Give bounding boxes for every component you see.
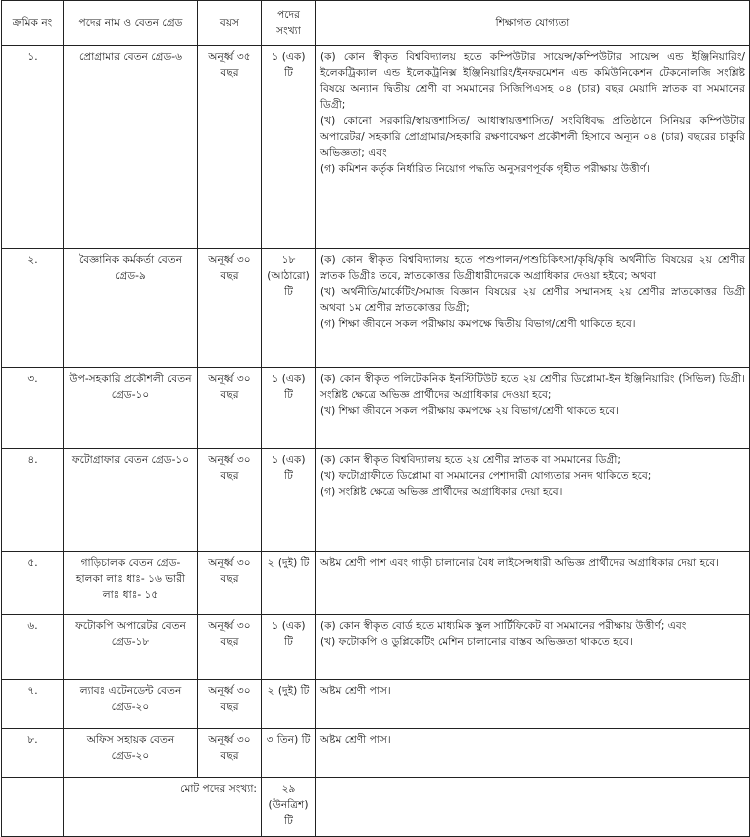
row-qualification xyxy=(316,680,750,729)
row-post: ফটোকপি অপারেটর বেতন গ্রেড-১৮ xyxy=(64,615,198,680)
table-row xyxy=(2,729,750,778)
qualification-item: (খ) শিক্ষা জীবনে সকল পরীক্ষায় কমপক্ষে ২য় বিভাগ/শ্রেণী থাকতে হবে। xyxy=(320,405,620,417)
row-post: গাড়িচালক বেতন গ্রেড- হালকা লাঃ ধাঃ- ১৬ ভারী লাঃ ধাঃ- ১৫ xyxy=(64,552,198,615)
qualification-item: (খ) ফটোগ্রাফীতে ডিপ্লোমা বা সমমানের পেশাদারী যোগ্যতার সনদ থাকিতে হবে; xyxy=(320,470,652,482)
qualification-item: (খ) অর্থনীতি/মার্কেটিং/সমাজ বিজ্ঞান বিষয়ের ২য় শ্রেণীর সম্মানসহ ২য় শ্রেণীর স্নাতকোত্তর ডিগ্রী অথবা ১ম শ্রেণীর স্নাতকোত্তর ডিগ্রী; xyxy=(320,286,745,314)
row-sl: ৭. xyxy=(2,680,64,729)
row-qualification xyxy=(316,449,750,552)
total-label: মোট পদের সংখ্যা: xyxy=(64,778,262,837)
row-post: বৈজ্ঞানিক কর্মকর্তা বেতন গ্রেড-৯ xyxy=(64,249,198,368)
table-row xyxy=(2,615,750,680)
total-row xyxy=(2,778,750,837)
row-sl: ৮. xyxy=(2,729,64,778)
row-age: অনূর্ধ্ব ৩০ বছর xyxy=(198,615,262,680)
header-qualification: শিক্ষাগত যোগ্যতা xyxy=(316,1,750,46)
header-sl: ক্রমিক নং xyxy=(2,1,64,46)
row-sl: ৪. xyxy=(2,449,64,552)
row-age: অনূর্ধ্ব ৩০ বছর xyxy=(198,249,262,368)
row-count: ১ (এক) টি xyxy=(262,368,316,449)
qualification-item: (ক) কোন স্বীকৃত বিশ্ববিদ্যালয় হতে পশুপালন/পশুচিকিৎসা/কৃষি/কৃষি অর্থনীতি বিষয়ের ২য় শ্রেণীর স্নাতক ডিগ্রীঃ তবে, স্নাতকোত্তর ডিগ্রীধারীদেরকে অগ্রাধিকার দেওয়া হইবে; অথবা xyxy=(320,254,745,282)
row-age: অনূর্ধ্ব ৩০ বছর xyxy=(198,680,262,729)
job-circular-table xyxy=(1,0,750,837)
row-count: ২ (দুই) টি xyxy=(262,552,316,615)
row-qualification xyxy=(316,615,750,680)
qualification-item: (খ) কোনো সরকারি/স্বায়ত্তশাসিত/ আধাস্বায়ত্তশাসিত/ সংবিধিবদ্ধ প্রতিষ্ঠানে সিনিয়র কম্পিউটার অপারেটর/ সহকারি প্রোগ্রামার/সহকারি রক্ষণাবেক্ষণ প্রকৌশলী হিসাবে অন্যূন ০৪ (চার) বছরের চাকুরি অভিজ্ঞতা; এবং xyxy=(320,115,745,159)
row-sl: ৬. xyxy=(2,615,64,680)
qualification-item: (গ) কমিশন কর্তৃক নির্ধারিত নিয়োগ পদ্ধতি অনুসরণপূর্বক গৃহীত পরীক্ষায় উত্তীর্ণ। xyxy=(320,163,650,175)
table-row xyxy=(2,552,750,615)
row-post: অফিস সহায়ক বেতন গ্রেড-২০ xyxy=(64,729,198,778)
row-count: ১ (এক) টি xyxy=(262,449,316,552)
qualification-item: অষ্টম শ্রেণী পাশ এবং গাড়ী চালানোর বৈধ লাইসেন্সধারী অভিজ্ঞ প্রার্থীদের অগ্রাধিকার দেয়া হবে। xyxy=(320,557,720,569)
row-qualification xyxy=(316,46,750,249)
qualification-item: (ক) কোন স্বীকৃত পলিটেকনিক ইনস্টিটিউট হতে ২য় শ্রেণীর ডিপ্লোমা-ইন ইঞ্জিনিয়ারিং (সিভিল) ডিগ্রী। সংশ্লিষ্ট ক্ষেত্রে অভিজ্ঞ প্রার্থীদের অগ্রাধিকার দেওয়া হবে; xyxy=(320,373,745,401)
header-count: পদের সংখ্যা xyxy=(262,1,316,46)
qualification-item: অষ্টম শ্রেণী পাস। xyxy=(320,734,391,746)
row-age: অনূর্ধ্ব ৩০ বছর xyxy=(198,449,262,552)
row-count: ১ (এক) টি xyxy=(262,615,316,680)
qualification-item: (ক) কোন স্বীকৃত বিশ্ববিদ্যালয় হতে কম্পিউটার সায়েন্স/কম্পিউটার সায়েন্স এন্ড ইঞ্জিনিয়ারিং/ইলেকট্রিক্যাল এন্ড ইলেকট্রনিক্স ইঞ্জিনিয়ারিং/ইনফরমেশন এন্ড কমিউনিকেশন টেকনোলজি সংশ্লিষ্ট বিষয়ে অন্যান দ্বিতীয় শ্রেণী বা সমমানের সিজিপিএসহ ০৪ (চার) বছর মেয়াদি স্নাতক বা সমমানের ডিগ্রী; xyxy=(320,51,745,111)
total-qual-empty-cell xyxy=(316,778,750,837)
row-age: অনূর্ধ্ব ৩০ বছর xyxy=(198,552,262,615)
row-post: প্রোগ্রামার বেতন গ্রেড-৬ xyxy=(64,46,198,249)
total-value: ২৯ (উনত্রিশ) টি xyxy=(262,778,316,837)
row-qualification xyxy=(316,368,750,449)
row-sl: ২. xyxy=(2,249,64,368)
qualification-item: (গ) শিক্ষা জীবনে সকল পরীক্ষায় কমপক্ষে দ্বিতীয় বিভাগ/শ্রেণী থাকিতে হবে। xyxy=(320,318,636,330)
row-count: ২ (দুই) টি xyxy=(262,680,316,729)
row-count: ১৮ (আঠারো) টি xyxy=(262,249,316,368)
header-post: পদের নাম ও বেতন গ্রেড xyxy=(64,1,198,46)
table-row xyxy=(2,680,750,729)
row-qualification xyxy=(316,552,750,615)
row-sl: ৫. xyxy=(2,552,64,615)
header-age: বয়স xyxy=(198,1,262,46)
qualification-item: (ক) কোন স্বীকৃত বিশ্ববিদ্যালয় হতে ২য় শ্রেণীর স্নাতক বা সমমানের ডিগ্রী; xyxy=(320,454,621,466)
row-age: অনূর্ধ্ব ৩০ বছর xyxy=(198,729,262,778)
row-sl: ৩. xyxy=(2,368,64,449)
row-age: অনূর্ধ্ব ৩৫ বছর xyxy=(198,46,262,249)
row-post: ল্যাবঃ এটেনডেন্ট বেতন গ্রেড-২০ xyxy=(64,680,198,729)
qualification-item: (গ) সংশ্লিষ্ট ক্ষেত্রে অভিজ্ঞ প্রার্থীদের অগ্রাধিকার দেয়া হবে। xyxy=(320,486,563,498)
header-row xyxy=(2,1,750,46)
table-row xyxy=(2,249,750,368)
row-sl: ১. xyxy=(2,46,64,249)
row-count: ৩ তিন) টি xyxy=(262,729,316,778)
table-row xyxy=(2,368,750,449)
total-empty-cell xyxy=(2,778,64,837)
row-count: ১ (এক) টি xyxy=(262,46,316,249)
table-row xyxy=(2,449,750,552)
qualification-item: (ক) কোন স্বীকৃত বোর্ড হতে মাধ্যমিক স্কুল সার্টিফিকেট বা সমমানের পরীক্ষায় উত্তীর্ণ; এবং xyxy=(320,620,687,632)
row-post: ফটোগ্রাফার বেতন গ্রেড-১০ xyxy=(64,449,198,552)
qualification-item: (খ) ফটোকপি ও ডুপ্লিকেটিং মেশিন চালানোর বাস্তব অভিজ্ঞতা থাকতে হবে। xyxy=(320,636,633,648)
table-row xyxy=(2,46,750,249)
row-post: উপ-সহকারি প্রকৌশলী বেতন গ্রেড-১০ xyxy=(64,368,198,449)
row-age: অনূর্ধ্ব ৩০ বছর xyxy=(198,368,262,449)
row-qualification xyxy=(316,249,750,368)
qualification-item: অষ্টম শ্রেণী পাস। xyxy=(320,685,391,697)
row-qualification xyxy=(316,729,750,778)
